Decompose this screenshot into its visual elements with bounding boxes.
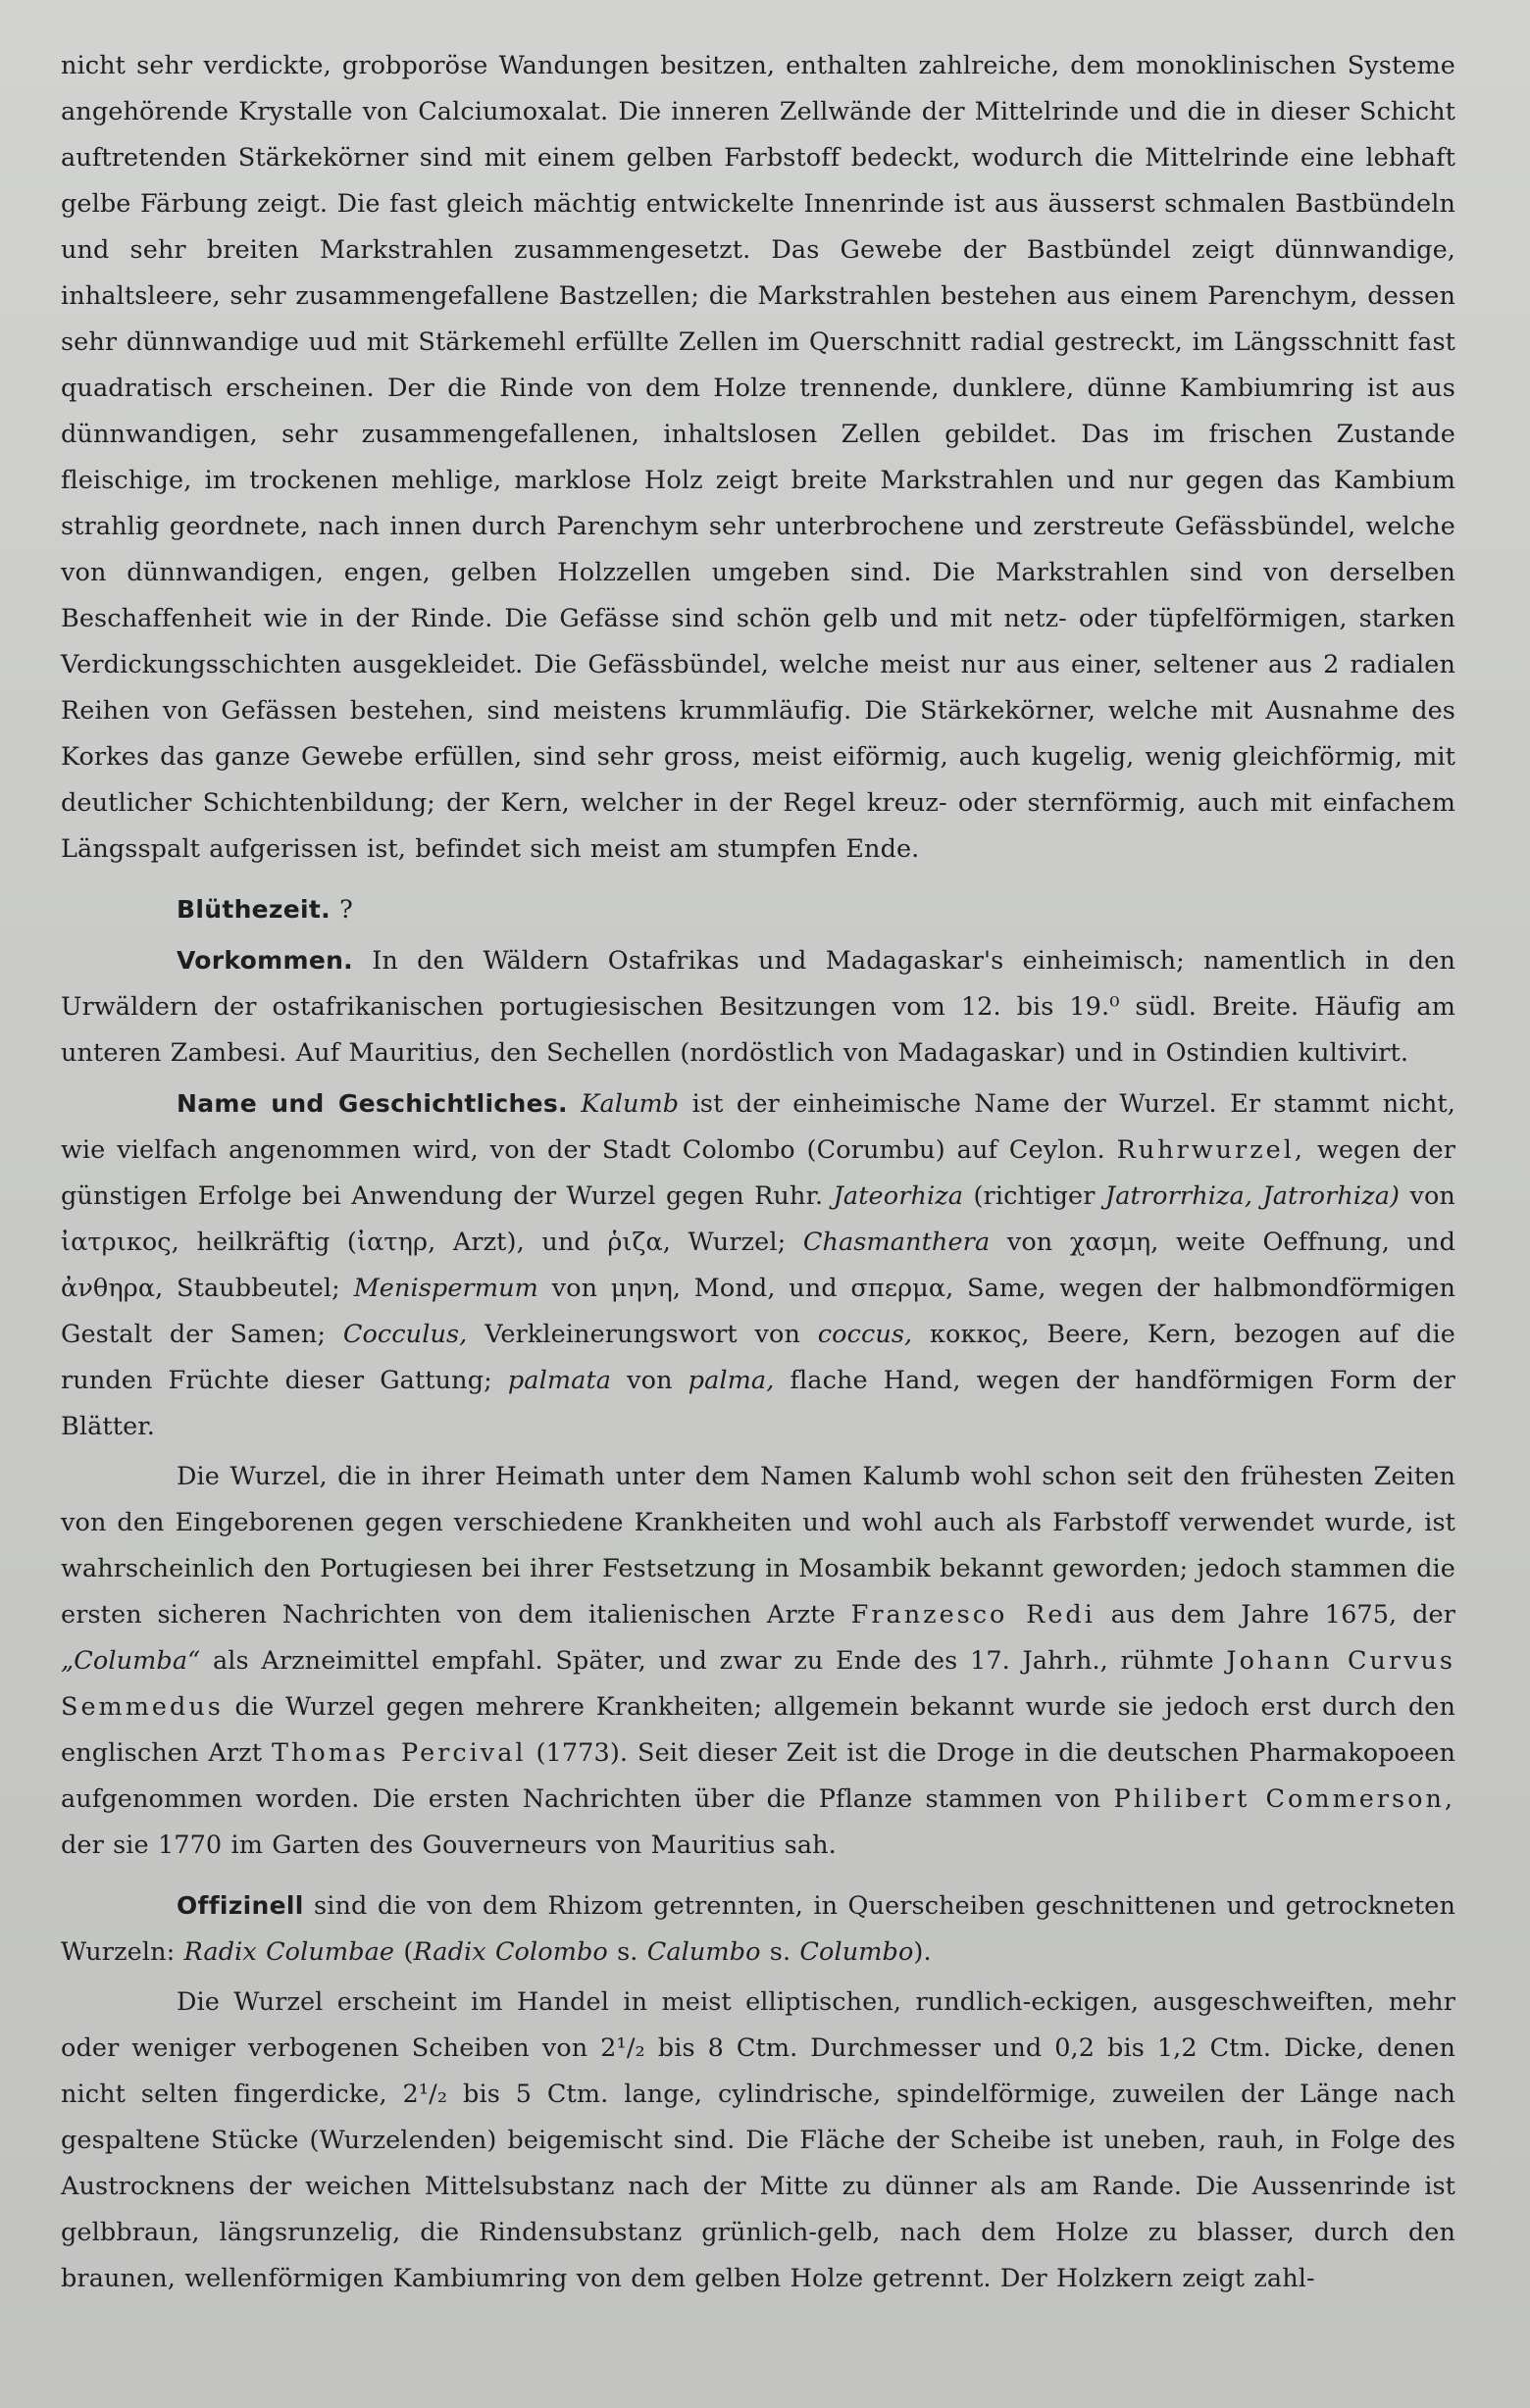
section-heading-vorkommen: Vorkommen. (177, 946, 353, 975)
term-cocculus: Cocculus, (342, 1320, 468, 1349)
name-text-5: von χασμη, weite Oeffnung, und ἀνθηρα, Staubbeutel; (61, 1228, 1455, 1303)
person-redi: Franzesco Redi (850, 1600, 1096, 1630)
paragraph-name-geschichte (61, 1080, 1455, 1450)
term-ruhrwurzel: Ruhrwurzel, (1116, 1135, 1306, 1165)
paragraph-anatomy-text: nicht sehr verdickte, grobporöse Wandungen besitzen, enthalten zahlreiche, dem monoklinischen Systeme angehörende Krystalle von Calciumoxalat. Die inneren Zellwände der Mittelrinde und die in dieser Schicht auftretenden Stärkekörner sind mit einem gelben Farbstoff bedeckt, wodurch die Mittelrinde eine lebhaft gelbe Färbung zeigt. Die fast gleich mächtig entwickelte Innenrinde ist aus äusserst schmalen Bastbündeln und sehr breiten Markstrahlen zusammengesetzt. Das Gewebe der Bastbündel zeigt dünnwandige, inhaltsleere, sehr zusammengefallene Bastzellen; die Markstrahlen bestehen aus einem Parenchym, dessen sehr dünnwandige uud mit Stärkemehl erfüllte Zellen im Querschnitt radial gestreckt, im Längsschnitt fast quadratisch erscheinen. Der die Rinde von dem Holze trennende, dunklere, dünne Kambiumring ist aus dünnwandigen, sehr zusammengefallenen, inhaltslosen Zellen gebildet. Das im frischen Zustande fleischige, im trockenen mehlige, marklose Holz zeigt breite Markstrahlen und nur gegen das Kambium strahlig geordnete, nach innen durch Parenchym sehr unterbrochene und zerstreute Gefässbündel, welche von dünnwandigen, engen, gelben Holzzellen umgeben sind. Die Markstrahlen sind von derselben Beschaffenheit wie in der Rinde. Die Gefässe sind schön gelb und mit netz- oder tüpfelförmigen, starken Verdickungsschichten ausgekleidet. Die Gefässbündel, welche meist nur aus einer, seltener aus 2 radialen Reihen von Gefässen bestehen, sind meistens krummläufig. Die Stärkekörner, welche mit Ausnahme des Korkes das ganze Gewebe erfüllen, sind sehr gross, meist eiförmig, auch kugelig, wenig gleichförmig, mit deutlicher Schichtenbildung; der Kern, welcher in der Regel kreuz- oder sternförmig, auch mit einfachem Längsspalt aufgerissen ist, befindet sich meist am stumpfen Ende. (61, 51, 1455, 864)
description-text: Die Wurzel erscheint im Handel in meist elliptischen, rundlich-eckigen, ausgeschweiften, mehr oder weniger verbogenen Scheiben von 2¹/₂ bis 8 Ctm. Durchmesser und 0,2 bis 1,2 Ctm. Dicke, denen nicht selten fingerdicke, 2¹/₂ bis 5 Ctm. lange, cylindrische, spindelförmige, zuweilen der Länge nach gespaltene Stücke (Wurzelenden) beigemischt sind. Die Fläche der Scheibe ist uneben, rauh, in Folge des Austrocknens der weichen Mittelsubstanz nach der Mitte zu dünner als am Rande. Die Aussenrinde ist gelbbraun, längsrunzelig, die Rindensubstanz grünlich-gelb, nach dem Holze zu blasser, durch den braunen, wellenförmigen Kambiumring von dem gelben Holze getrennt. Der Holzkern zeigt zahl- (61, 1987, 1455, 2293)
history-text-4: die Wurzel gegen mehrere Krankheiten; allgemein bekannt wurde sie jedoch erst durch den englischen Arzt (61, 1692, 1455, 1768)
offizinell-text-1: sind die von dem Rhizom getrennten, in Querscheiben geschnittenen und getrockneten Wurzeln: (61, 1891, 1455, 1967)
name-text-1: ist der einheimische Name der Wurzel. Er stammt nicht, wie vielfach angenommen wird, von der Stadt Colombo (Corumbu) auf Ceylon. (61, 1089, 1455, 1165)
term-chasmanthera: Chasmanthera (802, 1228, 991, 1257)
offizinell-paren-close: ). (913, 1937, 932, 1967)
offizinell-paren-open: ( (403, 1937, 414, 1967)
bluethezeit-text: ? (339, 895, 353, 925)
history-text-6: der sie 1770 im Garten des Gouverneurs von Mauritius sah. (61, 1831, 837, 1860)
term-menispermum: Menispermum (353, 1274, 538, 1303)
name-text-9: von (627, 1366, 673, 1395)
term-coccus: coccus, (817, 1320, 913, 1349)
history-text-1: Die Wurzel, die in ihrer Heimath unter dem Namen Kalumb wohl schon seit den frühesten Zeiten von den Eingeborenen gegen verschiedene Krankheiten und wohl auch als Farbstoff verwendet wurde, ist wahrscheinlich den Portugiesen bei ihrer Festsetzung in Mosambik bekannt geworden; jedoch stammen die ersten sicheren Nachrichten von dem italienischen Arzte (61, 1462, 1455, 1630)
term-columbo: Columbo (799, 1937, 914, 1967)
vorkommen-text: In den Wäldern Ostafrikas und Madagaskar's einheimisch; namentlich in den Urwäldern der ostafrikanischen portugiesischen Besitzungen vom 12. bis 19.⁰ südl. Breite. Häufig am unteren Zambesi. Auf Mauritius, den Sechellen (nordöstlich von Madagaskar) und in Ostindien kultivirt. (61, 946, 1455, 1068)
person-percival: Thomas Percival (271, 1738, 527, 1768)
name-text-4: von ἰατρικος, heilkräftig (ἰατηρ, Arzt), und ῥιζα, Wurzel; (61, 1181, 1455, 1257)
history-text-2: aus dem Jahre 1675, der (1110, 1600, 1455, 1630)
paragraph-history (61, 1454, 1455, 1869)
paragraph-anatomy (61, 43, 1455, 873)
paragraph-bluethezeit (61, 886, 1455, 933)
term-palmata: palmata (507, 1366, 612, 1395)
history-text-5: (1773). Seit dieser Zeit ist die Droge in die deutschen Pharmakopoeen aufgenommen worden. Die ersten Nachrichten über die Pflanze stammen von (61, 1738, 1455, 1814)
section-heading-name: Name und Geschichtliches. (177, 1089, 568, 1118)
term-calumbo: Calumbo (646, 1937, 761, 1967)
person-curvus: Johann Curvus Semmedus (61, 1646, 1455, 1722)
name-text-2: wegen der günstigen Erfolge bei Anwendung der Wurzel gegen Ruhr. (61, 1135, 1455, 1211)
term-kalumb: Kalumb (581, 1089, 680, 1119)
paragraph-offizinell (61, 1882, 1455, 1976)
offizinell-s-2: s. (769, 1937, 791, 1967)
history-text-3: als Arzneimittel empfahl. Später, und zwar zu Ende des 17. Jahrh., rühmte (212, 1646, 1214, 1676)
term-columba: „Columba“ (61, 1646, 201, 1676)
paragraph-description (61, 1980, 1455, 2302)
paragraph-vorkommen (61, 937, 1455, 1077)
term-jatrorrhiza: Jatrorrhiza, Jatrorhiza) (1104, 1181, 1401, 1211)
term-jateorhiza: Jateorhiza (833, 1181, 964, 1211)
name-text-7: Verkleinerungswort von (484, 1320, 800, 1349)
name-text-3: (richtiger (973, 1181, 1096, 1211)
term-radix-columbae: Radix Columbae (183, 1937, 395, 1967)
section-heading-offizinell: Offizinell (177, 1891, 304, 1920)
term-radix-colombo: Radix Colombo (413, 1937, 608, 1967)
section-heading-bluethezeit: Blüthezeit. (177, 895, 331, 924)
name-text-6: von μηνη, Mond, und σπερμα, Same, wegen der halbmondförmigen Gestalt der Samen; (61, 1274, 1455, 1349)
name-text-8: κοκκος, Beere, Kern, bezogen auf die runden Früchte dieser Gattung; (61, 1320, 1455, 1395)
term-palma: palma, (688, 1366, 775, 1395)
name-text-10: flache Hand, wegen der handförmigen Form der Blätter. (61, 1366, 1455, 1441)
person-commerson: Philibert Commerson, (1113, 1784, 1455, 1814)
offizinell-s-1: s. (617, 1937, 638, 1967)
